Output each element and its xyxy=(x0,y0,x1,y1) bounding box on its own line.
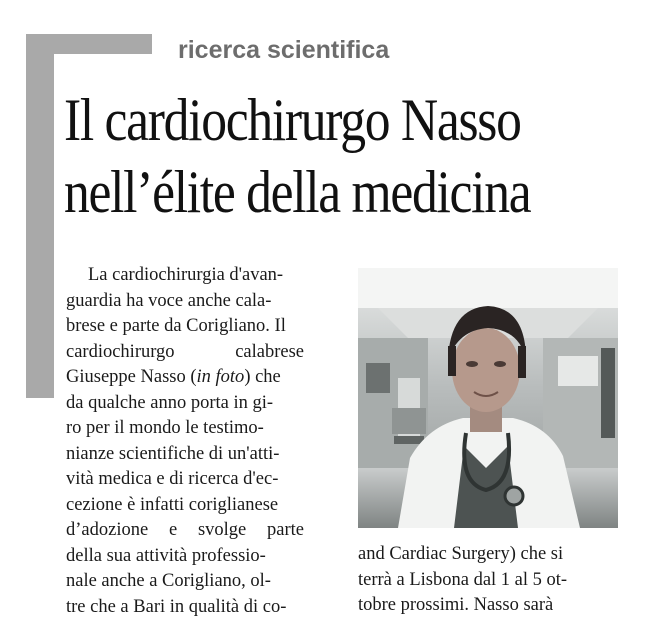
body-line xyxy=(88,263,304,289)
body-text: ro per il mondo le testimo- xyxy=(66,418,264,438)
headline-line-2: nell’élite della medicina xyxy=(64,159,531,225)
body-line xyxy=(66,595,304,621)
body-text: cardiochirurgo xyxy=(66,341,175,362)
body-text: e xyxy=(168,520,178,540)
decorative-bracket-left xyxy=(26,34,54,398)
body-text: d’adozione xyxy=(66,520,149,540)
body-text: ) che xyxy=(244,367,281,387)
body-line xyxy=(66,391,304,417)
body-text: nianze scientifiche di un'atti- xyxy=(66,443,280,464)
body-line xyxy=(66,569,304,595)
body-text: tre che a Bari in qualità di co- xyxy=(66,596,287,617)
photo-reference: in foto xyxy=(196,367,245,387)
body-text: brese e parte da Corigliano. Il xyxy=(66,316,286,336)
body-line xyxy=(66,493,304,519)
body-line xyxy=(66,467,304,493)
body-line: and Cardiac Surgery) che si xyxy=(358,544,564,564)
body-text: della sua attività professio- xyxy=(66,545,266,566)
body-text: vità medica e di ricerca d'ec- xyxy=(66,469,279,489)
body-text: parte xyxy=(267,520,304,540)
article-body-right-column xyxy=(358,542,567,619)
portrait-photo xyxy=(358,268,618,528)
article-headline xyxy=(64,84,530,228)
body-line xyxy=(66,340,304,366)
body-text: svolge xyxy=(197,520,247,540)
body-line xyxy=(66,518,304,544)
section-kicker: ricerca scientifica xyxy=(178,36,390,64)
body-line xyxy=(66,544,304,570)
body-text: calabrese xyxy=(235,341,304,362)
body-text: cezione è infatti coriglianese xyxy=(66,494,279,515)
body-text: nale anche a Corigliano, ol- xyxy=(66,571,271,591)
body-line xyxy=(66,442,304,468)
body-line xyxy=(66,365,304,391)
body-text: guardia ha voce anche cala- xyxy=(66,290,272,311)
body-text: Giuseppe Nasso ( xyxy=(66,367,197,387)
body-line xyxy=(66,314,304,340)
body-text: da qualche anno porta in gi- xyxy=(66,392,274,413)
photo-image xyxy=(358,268,618,528)
body-line xyxy=(66,289,304,315)
article-body-left-column xyxy=(66,263,304,620)
body-line: tobre prossimi. Nasso sarà xyxy=(358,595,554,615)
body-text: La cardiochirurgia d'avan- xyxy=(88,265,284,285)
body-line xyxy=(66,416,304,442)
body-line: terrà a Lisbona dal 1 al 5 ot- xyxy=(358,569,568,590)
headline-line-1: Il cardiochirurgo Nasso xyxy=(64,87,521,153)
